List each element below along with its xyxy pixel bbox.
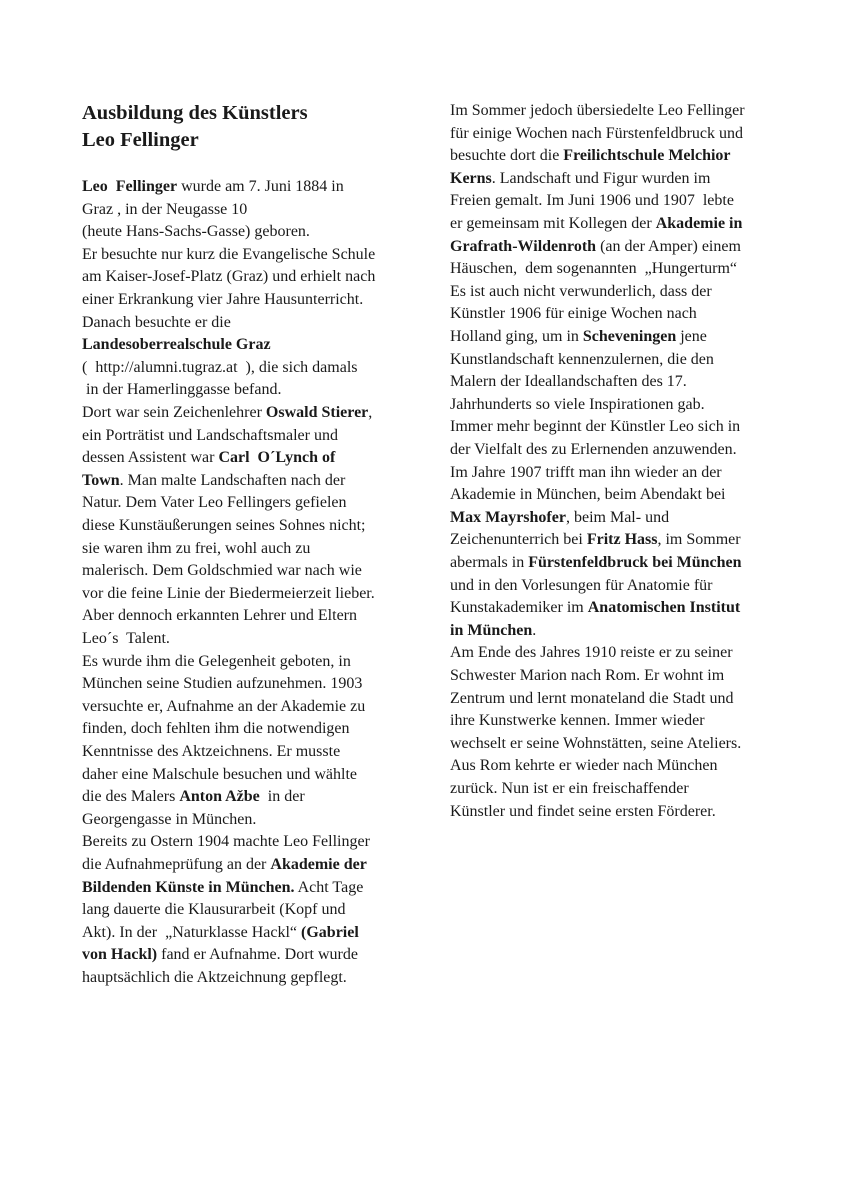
text-segment: daher eine Malschule besuchen und wählte <box>82 765 358 783</box>
text-segment: versuchte er, Aufnahme an der Akademie zu <box>82 697 366 715</box>
text-segment: jene <box>676 328 707 345</box>
bold-text: Freilichtschule Melchior <box>563 147 731 165</box>
text-segment: wechselt er seine Wohnstätten, seine Ateliers. <box>450 734 742 752</box>
text-segment: . Landschaft und Figur wurden im <box>491 169 711 187</box>
text-segment: . <box>532 621 537 639</box>
text-line <box>450 733 741 755</box>
text-segment: am Kaiser-Josef-Platz (Graz) und erhielt nach <box>82 268 376 286</box>
text-line <box>450 145 731 167</box>
text-segment: Freien gemalt. Im Juni 1906 und 1907 lebte <box>450 192 734 210</box>
text-line <box>82 199 247 221</box>
text-line <box>82 266 375 288</box>
text-segment: Akademie in München, beim Abendakt bei <box>450 486 726 504</box>
text-segment: Schwester Marion nach Rom. Er wohnt im <box>450 667 725 684</box>
text-line <box>450 507 669 529</box>
text-line <box>82 447 335 469</box>
text-segment: malerisch. Dem Goldschmied war nach wie <box>82 562 362 580</box>
bold-text: Anatomischen Institut <box>587 599 741 617</box>
text-segment: Künstler 1906 für einige Wochen nach <box>450 305 697 323</box>
text-segment: in der Hamerlinggasse befand. <box>82 381 282 399</box>
text-segment: Zentrum und lernt monateland die Stadt und <box>450 689 734 707</box>
text-segment: vor die feine Linie der Biedermeierzeit lieber. <box>82 584 375 602</box>
text-line <box>82 877 363 899</box>
text-line <box>450 484 725 506</box>
text-segment: ein Porträtist und Landschaftsmaler und <box>82 426 338 444</box>
text-line <box>450 575 712 597</box>
text-segment: Holland ging, um in <box>450 328 583 345</box>
text-line <box>450 258 737 280</box>
text-segment: ihre Kunstwerke kennen. Immer wieder <box>450 712 705 730</box>
text-line <box>82 470 345 492</box>
text-line <box>450 620 536 642</box>
text-segment: Dort war sein Zeichenlehrer <box>82 404 266 421</box>
text-line <box>82 899 345 921</box>
text-line <box>82 244 375 266</box>
text-line <box>450 394 705 416</box>
text-line <box>450 529 741 551</box>
text-line <box>450 801 716 823</box>
text-segment: besuchte dort die <box>450 147 564 165</box>
bold-text: von Hackl) <box>82 946 158 964</box>
text-line <box>82 651 351 673</box>
text-segment: einer Erkrankung vier Jahre Hausunterricht. <box>82 291 364 308</box>
text-line <box>82 786 305 808</box>
text-segment: die Aufnahmeprüfung an der <box>82 856 271 873</box>
text-line <box>450 123 743 145</box>
text-segment: Danach besuchte er die <box>82 313 231 331</box>
text-line <box>82 696 365 718</box>
bold-text: Akademie der <box>270 856 367 873</box>
text-line <box>82 176 344 198</box>
text-segment: Kunstakademiker im <box>450 599 588 617</box>
text-line <box>82 741 340 763</box>
title-line-2: Leo Fellinger <box>82 129 199 151</box>
text-segment: Kenntnisse des Aktzeichnens. Er musste <box>82 743 341 760</box>
text-segment: lang dauerte die Klausurarbeit (Kopf und <box>82 901 346 919</box>
text-line <box>82 673 362 695</box>
text-segment: Immer mehr beginnt der Künstler Leo sich in <box>450 418 741 436</box>
text-line <box>82 944 358 966</box>
text-segment: Am Ende des Jahres 1910 reiste er zu seiner <box>450 644 733 662</box>
text-line <box>82 538 310 560</box>
text-segment: wurde am 7. Juni 1884 in <box>177 178 344 195</box>
text-segment: Aber dennoch erkannten Lehrer und Eltern <box>82 607 357 625</box>
text-segment: Bereits zu Ostern 1904 machte Leo Fellinger <box>82 833 370 851</box>
text-segment: ( http://alumni.tugraz.at ), die sich damals <box>82 358 358 376</box>
text-segment: , beim Mal- und <box>565 508 670 526</box>
text-line <box>82 560 362 582</box>
text-line <box>82 425 338 447</box>
text-segment: Natur. Dem Vater Leo Fellingers gefielen <box>82 494 347 512</box>
text-segment: in der <box>259 788 305 806</box>
text-segment: (an der Amper) einem <box>596 237 741 255</box>
text-segment: , <box>368 404 373 421</box>
text-line <box>450 326 707 348</box>
bold-text: Landesoberrealschule Graz <box>82 336 271 354</box>
text-line <box>450 710 705 732</box>
text-segment: für einige Wochen nach Fürstenfeldbruck und <box>450 124 743 142</box>
text-segment: Er besuchte nur kurz die Evangelische Schule <box>82 245 376 263</box>
text-line <box>82 854 367 876</box>
text-line <box>450 755 717 777</box>
text-segment: Graz , in der Neugasse 10 <box>82 200 248 218</box>
text-line <box>450 100 745 122</box>
text-segment: Leo´s Talent. <box>82 630 170 647</box>
text-line <box>450 371 687 393</box>
text-line <box>450 597 740 619</box>
text-segment: dessen Assistent war <box>82 449 219 467</box>
text-segment: sie waren ihm zu frei, wohl auch zu <box>82 539 311 557</box>
text-segment: Malern der Ideallandschaften des 17. <box>450 373 687 391</box>
bold-text: Bildenden Künste in München. <box>82 878 295 896</box>
bold-text: Leo Fellinger <box>82 178 178 195</box>
bold-text: Carl O´Lynch of <box>218 449 336 467</box>
bold-text: Akademie in <box>655 215 743 232</box>
text-line <box>82 357 357 379</box>
text-line <box>450 665 724 687</box>
text-line <box>82 312 231 334</box>
text-segment: Im Sommer jedoch übersiedelte Leo Fellinger <box>450 102 745 119</box>
text-segment: München seine Studien aufzunehmen. 1903 <box>82 675 363 693</box>
text-segment: Kunstlandschaft kennenzulernen, die den <box>450 350 714 368</box>
text-segment: Künstler und findet seine ersten Förderer. <box>450 802 716 820</box>
bold-text: in München <box>450 621 533 639</box>
text-line <box>82 402 372 424</box>
text-line <box>82 809 256 831</box>
text-line <box>82 515 366 537</box>
text-line <box>82 605 357 627</box>
text-line <box>450 778 689 800</box>
text-segment: Jahrhunderts so viele Inspirationen gab. <box>450 395 705 413</box>
text-segment: Aus Rom kehrte er wieder nach München <box>450 757 718 775</box>
text-line <box>450 349 714 371</box>
text-segment: Häuschen, dem sogenannten „Hungerturm“ <box>450 260 738 278</box>
text-line <box>450 688 734 710</box>
text-line <box>82 967 347 989</box>
text-segment: (heute Hans-Sachs-Gasse) geboren. <box>82 223 310 241</box>
text-line <box>450 439 737 461</box>
text-line <box>450 552 742 574</box>
text-segment: hauptsächlich die Aktzeichnung gepflegt. <box>82 969 347 986</box>
text-line <box>82 831 370 853</box>
bold-text: Kerns <box>450 169 492 187</box>
text-line <box>450 236 741 258</box>
text-line <box>450 303 697 325</box>
text-line <box>82 334 271 356</box>
bold-text: Fritz Hass <box>586 531 658 549</box>
text-line <box>82 764 357 786</box>
bold-text: Scheveningen <box>582 328 677 345</box>
title-line-1: Ausbildung des Künstlers <box>82 102 308 124</box>
text-line <box>450 213 742 235</box>
text-segment: Es wurde ihm die Gelegenheit geboten, in <box>82 652 351 670</box>
text-segment: der Vielfalt des zu Erlernenden anzuwenden. <box>450 441 737 458</box>
text-segment: und in den Vorlesungen für Anatomie für <box>450 576 713 594</box>
bold-text: (Gabriel <box>301 923 359 941</box>
text-segment: zurück. Nun ist er ein freischaffender <box>450 780 689 797</box>
text-segment: . Man malte Landschaften nach der <box>119 471 346 489</box>
text-line <box>450 190 734 212</box>
text-segment: er gemeinsam mit Kollegen der <box>450 215 656 232</box>
bold-text: Max Mayrshofer <box>450 508 566 526</box>
text-line <box>450 642 733 664</box>
text-segment: diese Kunstäußerungen seines Sohnes nicht; <box>82 517 366 534</box>
text-line <box>82 492 347 514</box>
page-title <box>82 100 308 154</box>
text-line <box>450 462 722 484</box>
bold-text: Grafrath-Wildenroth <box>450 237 597 255</box>
text-segment: Acht Tage <box>294 878 364 896</box>
bold-text: Anton Ažbe <box>179 788 260 806</box>
bold-text: Oswald Stierer <box>265 404 369 421</box>
text-segment: abermals in <box>450 554 529 571</box>
text-segment: Akt). In der „Naturklasse Hackl“ <box>82 923 302 941</box>
text-line <box>450 416 740 438</box>
text-line <box>82 289 363 311</box>
text-line <box>82 628 170 650</box>
text-line <box>82 379 281 401</box>
text-segment: Im Jahre 1907 trifft man ihn wieder an der <box>450 463 722 481</box>
text-line <box>82 583 375 605</box>
text-line <box>82 922 359 944</box>
text-segment: Es ist auch nicht verwunderlich, dass der <box>450 282 712 300</box>
text-line <box>82 221 310 243</box>
bold-text: Fürstenfeldbruck bei München <box>528 554 742 571</box>
text-segment: fand er Aufnahme. Dort wurde <box>157 946 358 964</box>
text-segment: Zeichenunterrich bei <box>450 531 587 549</box>
text-line <box>450 168 710 190</box>
text-segment: , im Sommer <box>657 531 741 549</box>
text-segment: Georgengasse in München. <box>82 810 257 828</box>
text-segment: die des Malers <box>82 788 180 806</box>
text-segment: finden, doch fehlten ihm die notwendigen <box>82 720 350 738</box>
text-line <box>82 718 349 740</box>
text-line <box>450 281 712 303</box>
bold-text: Town <box>82 471 120 489</box>
